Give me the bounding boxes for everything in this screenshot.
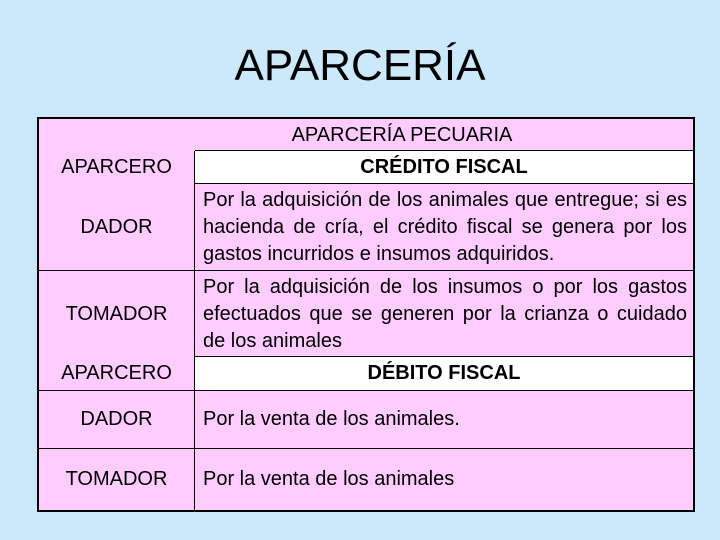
credito-left-header: [39, 151, 194, 183]
credito-text-tomador-content: Por la adquisición de los insumos o por los gastos efectuados que se generen por la crianza o cuidado de los animales: [203, 275, 687, 352]
debito-right-header: [195, 357, 693, 390]
credito-text-tomador: [195, 271, 693, 357]
grid-line-credito-row1: [39, 270, 693, 271]
debito-text-dador: [195, 391, 693, 448]
credito-role-dador: [39, 184, 194, 270]
debito-text-tomador-content: Por la venta de los animales: [203, 468, 455, 490]
debito-text-tomador: [195, 449, 693, 510]
credito-text-dador-content: Por la adquisición de los animales que entregue; si es hacienda de cría, el crédito fiscal se genera por los gastos incurridos e insumos adquiridos.: [203, 188, 687, 265]
credito-role-tomador: [39, 271, 194, 357]
grid-line-debito-row1: [39, 448, 693, 449]
debito-left-header-text: APARCERO: [61, 362, 172, 384]
credito-role-tomador-text: TOMADOR: [65, 302, 168, 325]
credito-left-header-text: APARCERO: [61, 155, 172, 178]
debito-left-header: [39, 357, 194, 390]
grid-line-credito-header: [195, 183, 693, 184]
credito-role-dador-text: DADOR: [80, 215, 153, 238]
debito-text-dador-content: Por la venta de los animales.: [203, 408, 460, 430]
table-caption: [39, 119, 693, 151]
debito-role-dador-text: DADOR: [80, 408, 153, 430]
credito-right-header-text: CRÉDITO FISCAL: [360, 155, 528, 178]
slide-title: APARCERÍA: [234, 41, 486, 90]
grid-line-column-divider: [194, 151, 195, 510]
credito-right-header: [195, 151, 693, 183]
credito-text-dador: [195, 184, 693, 270]
debito-right-header-text: DÉBITO FISCAL: [367, 362, 521, 384]
grid-line-credito-row2: [195, 356, 693, 357]
debito-role-tomador: [39, 449, 194, 510]
aparceria-table: [37, 117, 695, 512]
grid-line-caption: [195, 150, 693, 151]
debito-role-tomador-text: TOMADOR: [65, 468, 168, 490]
grid-line-debito-header: [39, 390, 693, 391]
debito-role-dador: [39, 391, 194, 448]
table-caption-text: APARCERÍA PECUARIA: [291, 123, 513, 146]
